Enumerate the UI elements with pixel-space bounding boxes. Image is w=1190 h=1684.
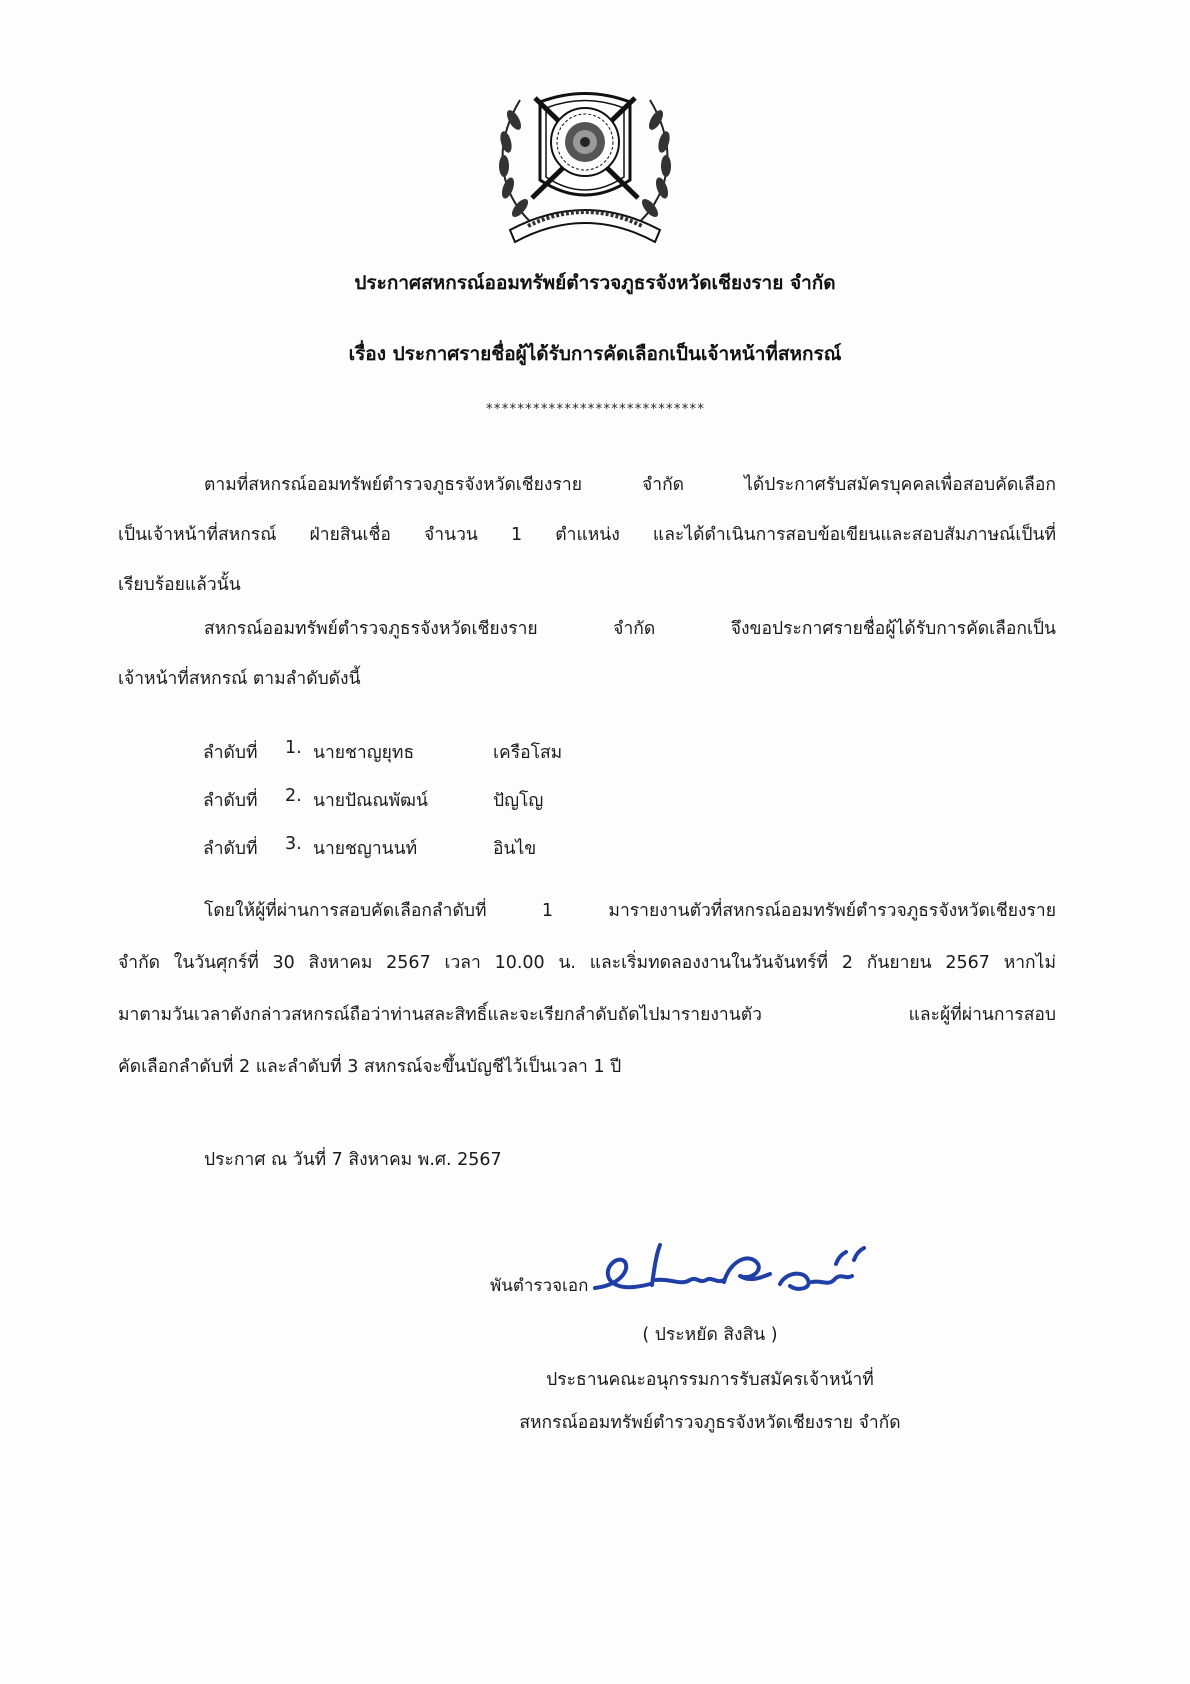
signer-rank: พันตำรวจเอก — [490, 1276, 589, 1296]
rank-label: ลำดับที่ — [203, 839, 258, 859]
list-item — [203, 738, 562, 786]
rank-first-name: นายปัณณพัฒน์ — [313, 791, 428, 811]
list-item — [203, 834, 562, 882]
paragraph-intro — [118, 477, 1056, 627]
signer-organization: สหกรณ์ออมทรัพย์ตำรวจภูธรจังหวัดเชียงราย จำกัด — [519, 1413, 901, 1433]
rank-first-name: นายชาญยุทธ — [313, 743, 415, 763]
handwritten-signature-icon — [590, 1240, 920, 1310]
announce-date: ประกาศ ณ วันที่ 7 สิงหาคม พ.ศ. 2567 — [204, 1150, 502, 1170]
paragraph-line: มาตามวันเวลาดังกล่าวสหกรณ์ถือว่าท่านสละสิทธิ์และจะเรียกลำดับถัดไปมารายงานตัว และผู้ที่ผ่านการสอบ — [118, 1005, 1056, 1025]
paragraph-line: จำกัด ในวันศุกร์ที่ 30 สิงหาคม 2567 เวลา 10.00 น. และเริ่มทดลองงานในวันจันทร์ที่ 2 กันยายน 2567 หากไม่ — [118, 953, 1056, 973]
cooperative-seal-icon — [480, 80, 690, 250]
signer-position: ประธานคณะอนุกรรมการรับสมัครเจ้าหน้าที่ — [546, 1370, 874, 1390]
signer-name: ( ประหยัด สิงสิน ) — [642, 1325, 778, 1345]
rank-first-name: นายชญานนท์ — [313, 839, 418, 859]
announcement-subject: เรื่อง ประกาศรายชื่อผู้ได้รับการคัดเลือกเป็นเจ้าหน้าที่สหกรณ์ — [348, 343, 842, 365]
paragraph-announce — [118, 621, 1056, 721]
rank-label: ลำดับที่ — [203, 791, 258, 811]
rank-last-name: ปัญโญ — [493, 791, 544, 811]
rank-number: 3. — [285, 834, 302, 854]
rank-number: 2. — [285, 786, 302, 806]
rank-label: ลำดับที่ — [203, 743, 258, 763]
paragraph-instructions — [118, 903, 1056, 1111]
seal-graphic — [480, 80, 690, 250]
ranking-list — [203, 738, 562, 882]
announcement-title: ประกาศสหกรณ์ออมทรัพย์ตำรวจภูธรจังหวัดเชียงราย จำกัด — [354, 272, 836, 294]
paragraph-line: เรียบร้อยแล้วนั้น — [118, 575, 241, 595]
paragraph-line: ตามที่สหกรณ์ออมทรัพย์ตำรวจภูธรจังหวัดเชียงราย จำกัด ได้ประกาศรับสมัครบุคคลเพื่อสอบคัดเลือก — [204, 475, 1056, 495]
separator-line: **************************** — [485, 402, 705, 417]
signature-area — [490, 1240, 930, 1310]
rank-last-name: อินไข — [493, 839, 537, 859]
rank-number: 1. — [285, 738, 302, 758]
paragraph-line: สหกรณ์ออมทรัพย์ตำรวจภูธรจังหวัดเชียงราย จำกัด จึงขอประกาศรายชื่อผู้ได้รับการคัดเลือกเป็น — [204, 619, 1056, 639]
list-item — [203, 786, 562, 834]
paragraph-line: เป็นเจ้าหน้าที่สหกรณ์ ฝ่ายสินเชื่อ จำนวน 1 ตำแหน่ง และได้ดำเนินการสอบข้อเขียนและสอบสัมภาษณ์เป็นที่ — [118, 525, 1056, 545]
paragraph-line: โดยให้ผู้ที่ผ่านการสอบคัดเลือกลำดับที่ 1 มารายงานตัวที่สหกรณ์ออมทรัพย์ตำรวจภูธรจังหวัดเชียงราย — [204, 901, 1056, 921]
paragraph-line: คัดเลือกลำดับที่ 2 และลำดับที่ 3 สหกรณ์จะขึ้นบัญชีไว้เป็นเวลา 1 ปี — [118, 1057, 622, 1077]
paragraph-line: เจ้าหน้าที่สหกรณ์ ตามลำดับดังนี้ — [118, 669, 361, 689]
rank-last-name: เครือโสม — [493, 743, 563, 763]
